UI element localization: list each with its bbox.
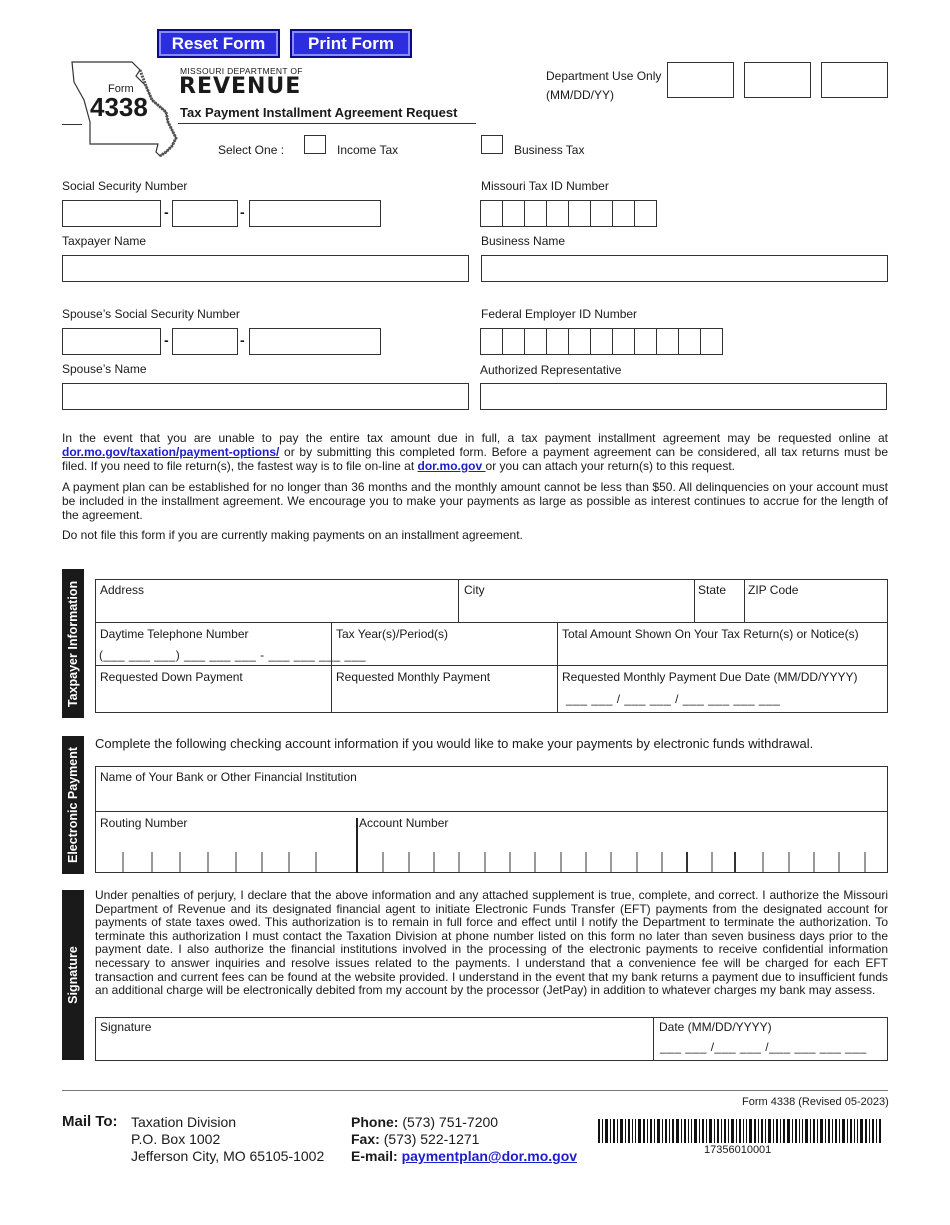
ssn-part-3[interactable] — [249, 200, 381, 227]
spouse-ssn-part-3[interactable] — [249, 328, 381, 355]
title-underline — [178, 123, 476, 124]
ssn-label: Social Security Number — [62, 179, 188, 193]
col-divider — [557, 622, 558, 713]
fein-input[interactable] — [480, 328, 723, 355]
auth-rep-label: Authorized Representative — [480, 363, 622, 377]
taxpayer-info-side-label: Taxpayer Information — [66, 580, 80, 707]
due-date-input[interactable]: ___ ___ / ___ ___ / ___ ___ ___ ___ — [566, 692, 781, 706]
monthly-payment-input[interactable] — [332, 686, 556, 712]
total-amount-label: Total Amount Shown On Your Tax Return(s) or Notice(s) — [562, 627, 859, 641]
taxpayer-name-input[interactable] — [62, 255, 469, 282]
down-payment-label: Requested Down Payment — [100, 670, 243, 684]
spouse-name-label: Spouse’s Name — [62, 362, 147, 376]
intro-paragraph-2: A payment plan can be established for no longer than 36 months and the monthly amount cannot be less than $50. All delinquencies on your account must be included in the installment agreement. We encourage you to make your payments as large as possible as interest continues to accrue for the length of the agreement. — [62, 480, 888, 522]
signature-sidebar — [62, 890, 84, 1060]
fax-label: Fax: — [351, 1131, 380, 1147]
routing-number-input[interactable] — [96, 850, 355, 872]
address-label: Address — [100, 583, 145, 597]
fein-divider — [590, 328, 591, 355]
date-label: Date (MM/DD/YYYY) — [659, 1020, 772, 1034]
dept-use-label: Department Use Only — [546, 69, 662, 83]
account-label: Account Number — [359, 816, 449, 830]
eft-instruction: Complete the following checking account information if you would like to make your payments by electronic funds withdrawal. — [95, 736, 814, 751]
reset-form-button[interactable]: Reset Form — [157, 29, 280, 58]
dor-link[interactable]: dor.mo.gov — [417, 458, 486, 473]
spouse-ssn-dash-2: - — [240, 332, 245, 348]
mail-address-line-3: Jefferson City, MO 65105-1002 — [131, 1148, 325, 1164]
declaration-text: Under penalties of perjury, I declare that the above information and any attached supplement is true, complete, and correct. I authorize the Missouri Department of Revenue and its designated financial agent to initiate Electronic Funds Transfer (EFT) payments from the designated account for payments of state taxes owed. This authorization is to remain in full force and effect until I notify the Department to terminate the authorization. To terminate this authorization I must contact the Taxation Division at phone number listed on this form no later than seven business days prior to the payment date. I also authorize the financial institutions involved in the processing of the electronic payments to receive confidential information necessary to answer inquiries and resolve issues related to the payments. I understand that a convenience fee will be charged for each EFT transaction and current fees can be found at the website provided. I understand in the event that my bank returns a payment due to insufficient funds an additional charge will be electronically debited from my account by the processor (JetPay) in addition to whatever charges my bank may assess. — [95, 888, 888, 998]
fein-divider — [546, 328, 547, 355]
email-label: E-mail: — [351, 1148, 398, 1164]
tax-year-input[interactable] — [332, 642, 556, 664]
mo-tax-id-divider — [590, 200, 591, 227]
down-payment-input[interactable] — [96, 686, 330, 712]
signature-side-label: Signature — [66, 946, 80, 1004]
income-tax-checkbox[interactable] — [304, 135, 326, 154]
mail-to-label: Mail To: — [62, 1113, 118, 1130]
email-line — [351, 1148, 577, 1164]
intro-text-b: or by submitting this completed form. Before a payment agreement can be considered, all tax returns must be filed. If you need to file return(s), the fastest way is to file on-line at — [62, 444, 888, 473]
spouse-ssn-dash-1: - — [164, 332, 169, 348]
account-number-input[interactable] — [359, 850, 887, 872]
agency-name-logo: REVENUE — [179, 74, 302, 99]
business-name-label: Business Name — [481, 234, 566, 248]
fax-number: (573) 522-1271 — [383, 1131, 480, 1147]
spouse-ssn-label: Spouse’s Social Security Number — [62, 307, 240, 321]
mail-address-line-1: Taxation Division — [131, 1114, 237, 1130]
zip-label: ZIP Code — [748, 583, 799, 597]
bank-name-input[interactable] — [96, 786, 887, 810]
fein-divider — [612, 328, 613, 355]
bank-name-label: Name of Your Bank or Other Financial Institution — [100, 770, 357, 784]
mo-tax-id-divider — [634, 200, 635, 227]
tax-year-label: Tax Year(s)/Period(s) — [336, 627, 449, 641]
spouse-ssn-part-2[interactable] — [172, 328, 238, 355]
row-divider — [95, 622, 888, 623]
fein-divider — [502, 328, 503, 355]
electronic-payment-sidebar — [62, 736, 84, 874]
dept-use-box-1 — [667, 62, 734, 98]
fein-divider — [656, 328, 657, 355]
signature-input[interactable] — [96, 1035, 652, 1060]
intro-text-c: or you can attach your return(s) to this request. — [485, 458, 735, 473]
barcode-icon — [598, 1119, 882, 1143]
mo-tax-id-divider — [502, 200, 503, 227]
taxpayer-name-label: Taxpayer Name — [62, 234, 147, 248]
form-title: Tax Payment Installment Agreement Request — [180, 105, 458, 120]
business-tax-label: Business Tax — [514, 143, 585, 157]
phone-input[interactable]: (___ ___ ___) ___ ___ ___ - ___ ___ ___ ___ — [99, 648, 367, 662]
col-divider — [653, 1017, 654, 1061]
income-tax-label: Income Tax — [337, 143, 399, 157]
mo-tax-id-label: Missouri Tax ID Number — [481, 179, 609, 193]
intro-paragraph-3: Do not file this form if you are currently making payments on an installment agreement. — [62, 528, 523, 542]
routing-tick-marks — [96, 850, 355, 872]
dept-use-box-3 — [821, 62, 888, 98]
business-tax-checkbox[interactable] — [481, 135, 503, 154]
state-label: State — [698, 583, 727, 597]
form-number: 4338 — [90, 92, 148, 122]
city-input[interactable] — [459, 598, 693, 621]
dept-use-box-2 — [744, 62, 811, 98]
fein-divider — [678, 328, 679, 355]
account-tick-marks — [359, 850, 887, 872]
mail-address-line-2: P.O. Box 1002 — [131, 1131, 221, 1147]
due-date-label: Requested Monthly Payment Due Date (MM/DD/YYYY) — [562, 670, 858, 684]
dept-use-format: (MM/DD/YY) — [546, 88, 614, 102]
city-label: City — [464, 583, 485, 597]
routing-account-separator — [356, 818, 358, 873]
agency-line: MISSOURI DEPARTMENT OF — [180, 66, 303, 76]
payment-options-link[interactable]: dor.mo.gov/taxation/payment-options/ — [62, 444, 280, 459]
monthly-payment-label: Requested Monthly Payment — [336, 670, 491, 684]
fein-divider — [568, 328, 569, 355]
fein-divider — [700, 328, 701, 355]
taxpayer-info-sidebar — [62, 569, 84, 718]
mo-tax-id-divider — [546, 200, 547, 227]
form-word: Form — [108, 83, 134, 95]
fein-divider — [634, 328, 635, 355]
row-divider — [95, 811, 888, 812]
print-form-button[interactable]: Print Form — [290, 29, 412, 58]
total-amount-input[interactable] — [558, 642, 887, 664]
phone-label: Phone: — [351, 1114, 399, 1130]
mo-tax-id-divider — [568, 200, 569, 227]
footer-rule — [62, 1090, 888, 1091]
spouse-ssn-part-1[interactable] — [62, 328, 161, 355]
ssn-dash-1: - — [164, 204, 169, 220]
phone-label: Daytime Telephone Number — [100, 627, 249, 641]
phone-number: (573) 751-7200 — [402, 1114, 499, 1130]
zip-input[interactable] — [745, 598, 887, 621]
mo-tax-id-divider — [524, 200, 525, 227]
fax-line — [351, 1131, 479, 1147]
electronic-payment-side-label: Electronic Payment — [66, 746, 80, 864]
date-input[interactable]: ___ ___ /___ ___ /___ ___ ___ ___ — [660, 1040, 867, 1054]
header-rule-left — [62, 124, 82, 125]
ssn-dash-2: - — [240, 204, 245, 220]
phone-line — [351, 1114, 498, 1130]
select-one-label: Select One : — [218, 143, 285, 157]
email-link[interactable]: paymentplan@dor.mo.gov — [401, 1148, 578, 1164]
business-name-input[interactable] — [481, 255, 888, 282]
intro-paragraph-1 — [62, 432, 888, 473]
routing-label: Routing Number — [100, 816, 188, 830]
intro-text-a: In the event that you are unable to pay the entire tax amount due in full, a tax payment installment agreement may be requested online at — [62, 431, 888, 445]
fein-label: Federal Employer ID Number — [481, 307, 638, 321]
signature-label: Signature — [100, 1020, 152, 1034]
barcode-number: 17356010001 — [704, 1144, 772, 1156]
ssn-part-1[interactable] — [62, 200, 161, 227]
fein-divider — [524, 328, 525, 355]
ssn-part-2[interactable] — [172, 200, 238, 227]
row-divider — [95, 665, 888, 666]
spouse-name-input[interactable] — [62, 383, 469, 410]
auth-rep-input[interactable] — [480, 383, 887, 410]
address-input[interactable] — [96, 598, 457, 621]
mo-tax-id-divider — [612, 200, 613, 227]
state-input[interactable] — [695, 598, 743, 621]
form-revision: Form 4338 (Revised 05-2023) — [742, 1096, 889, 1108]
